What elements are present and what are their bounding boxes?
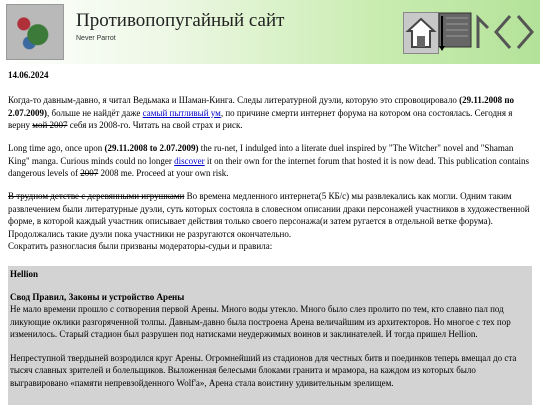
parrot-logo-icon[interactable] <box>6 4 64 60</box>
quote-author: Hellion <box>10 269 39 279</box>
text: Long time ago, once upon <box>8 143 105 153</box>
link-discover[interactable]: discover <box>174 155 205 166</box>
link-curious-mind[interactable]: самый пытливый ум <box>142 107 221 118</box>
text: себя из 2008-го. Читать на свой страх и риск. <box>67 120 243 130</box>
date-range: (29.11.2008 по 2.07.2009) <box>8 95 515 118</box>
post-date: 14.06.2024 <box>8 70 49 80</box>
paragraph-intro <box>8 190 532 253</box>
strikethrough-text: 2007 <box>80 168 99 178</box>
paragraph-en <box>8 142 532 180</box>
prev-chevron-icon[interactable] <box>492 12 514 52</box>
quote-paragraph-2: Непреступной твердыней возродился круг Арены. Огромнейший из стадионов для честных битв и поединков теперь вмещал до ста тысяч славных зрителей и болельщиков. Выложенная белесыми блоками гранита и мрамора, на каждом из которых было выгравировано «памяти непревзойденного Wolf'а», Арена стала воистину удивительным зрелищем. <box>10 352 517 388</box>
text: Во времена медленного интернета(5 КБ/с) мы развлекались как могли. Одним таким развлечением были литературные дуэли, суть которых состояла в словесном описании драки персонажей участников в художественной форме, в которой каждый участник описывает действия только своего персонажа(и затем ругается в отдельной ветке форума). Продолжались такие дуэли пока участники не разругаются окончательно. <box>8 191 530 239</box>
paragraph-ru <box>8 94 532 132</box>
next-chevron-icon[interactable] <box>514 12 536 52</box>
site-header <box>0 0 540 64</box>
site-title: Противопопугайный сайт <box>76 10 285 31</box>
date-range: (29.11.2008 to 2.07.2009) <box>104 143 199 153</box>
text: , по причине смерти интернет форума на котором она состоялась. Сегодня я верну <box>8 107 513 130</box>
text: Сократить разногласия были призваны модераторы-судьи и правила: <box>8 241 273 251</box>
quote-block <box>8 266 532 405</box>
text: Когда-то давным-давно, я читал Ведьмака и Шаман-Кинга. Следы литературной дуэли, которую это спровоцировало <box>8 95 460 105</box>
quote-heading: Свод Правил, Законы и устройство Арены <box>10 291 185 302</box>
site-subtitle: Never Parrot <box>76 35 116 42</box>
quote-paragraph-1: Не мало времени прошло с сотворения первой Арены. Много воды утекло. Много было слез пролито по тем, кто славно пал под ликующие оклики разгоряченной толпы. Давным-давно была построена Арена величайшим из архитекторов. Но многое с тех пор изменилось. Старый стадион был разрушен под натисками неудержимых воинов и заклинателей. И тогда пришел Hellion. <box>10 304 511 339</box>
text: it on their own for the internet forum that hosted it is now dead. This publication contains dangerous levels of <box>8 155 529 178</box>
text: the ru-net, I indulged into a literate duel inspired by "The Witcher" novel and "Shaman King" manga. Curious minds could no longer <box>8 143 514 166</box>
strikethrough-text: В трудном детстве с деревянными игрушками <box>8 191 185 201</box>
scroll-down-icon[interactable] <box>438 12 472 52</box>
text: , больше не найдёт даже <box>47 107 143 118</box>
strikethrough-text: мой 2007 <box>32 120 68 130</box>
text: 2008 me. Proceed at your own risk. <box>98 168 229 178</box>
home-icon[interactable] <box>403 12 439 54</box>
up-arrow-icon[interactable] <box>475 12 491 52</box>
